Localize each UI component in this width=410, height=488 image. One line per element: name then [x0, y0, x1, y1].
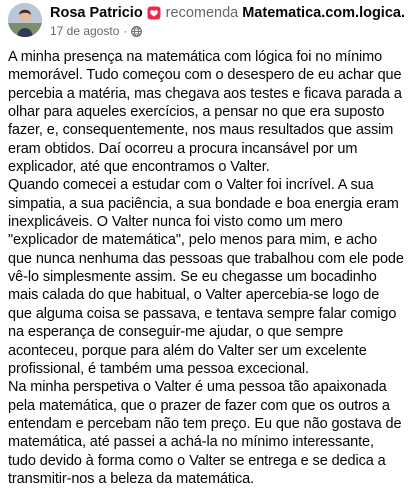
- post-subline: [50, 24, 404, 39]
- avatar-photo-icon: [8, 3, 42, 37]
- post-header: [8, 0, 404, 44]
- recommend-verb: recomenda: [165, 5, 239, 21]
- heart-flag-icon: [147, 6, 161, 20]
- post-paragraph-2: Quando comecei a estudar com o Valter foi incrível. A sua simpatia, a sua paciência, a sua bondade e boa energia eram inexplicáveis. O Valter nunca foi visto como um mero "explicador de matemática", pelo menos para mim, e acho que nunca nenhuma das pessoas que trabalhou com ele pode vê-lo simplesmente assim. Se eu chegasse um bocadinho mais calada do que habitual, o Valter apercebia-se logo de que alguma coisa se passava, e tentava sempre falar comigo na esperança de conseguir-me ajudar, o que sempre aconteceu, porque para além do Valter ser um excelente profissional, é também uma pessoa excecional.: [8, 177, 404, 377]
- author-name[interactable]: Rosa Patricio: [50, 5, 143, 21]
- globe-icon[interactable]: [131, 26, 142, 37]
- post-meta: [50, 3, 404, 39]
- post-paragraph-3: Na minha perspetiva o Valter é uma pessoa tão apaixonada pela matemática, que o prazer de fazer com que os outros a entendam e percebam não tem preço. Eu que não gostava de matemática, até passei a achá-la no mínimo interessante, tudo devido à forma como o Valter se entrega e se dedica a transmitir-nos a beleza da matemática.: [8, 379, 402, 487]
- post-paragraph-1: A minha presença na matemática com lógica foi no mínimo memorável. Tudo começou com o desespero de eu achar que percebia a matéria, mas chegava aos testes e ficava parada a olhar para aqueles exercícios, a pensar no que era suposto fazer, e, consequentemente, nos maus resultados que assim eram obtidos. Daí ocorreu a procura incansável por um explicador, até que encontramos o Valter.: [8, 49, 402, 176]
- post-title-line: [50, 4, 404, 22]
- post-body: [8, 48, 404, 488]
- separator-dot: ·: [123, 24, 128, 38]
- post-date[interactable]: 17 de agosto: [50, 24, 120, 38]
- author-avatar[interactable]: [8, 3, 42, 37]
- page-name-link[interactable]: Matematica.com.logica.: [242, 5, 405, 21]
